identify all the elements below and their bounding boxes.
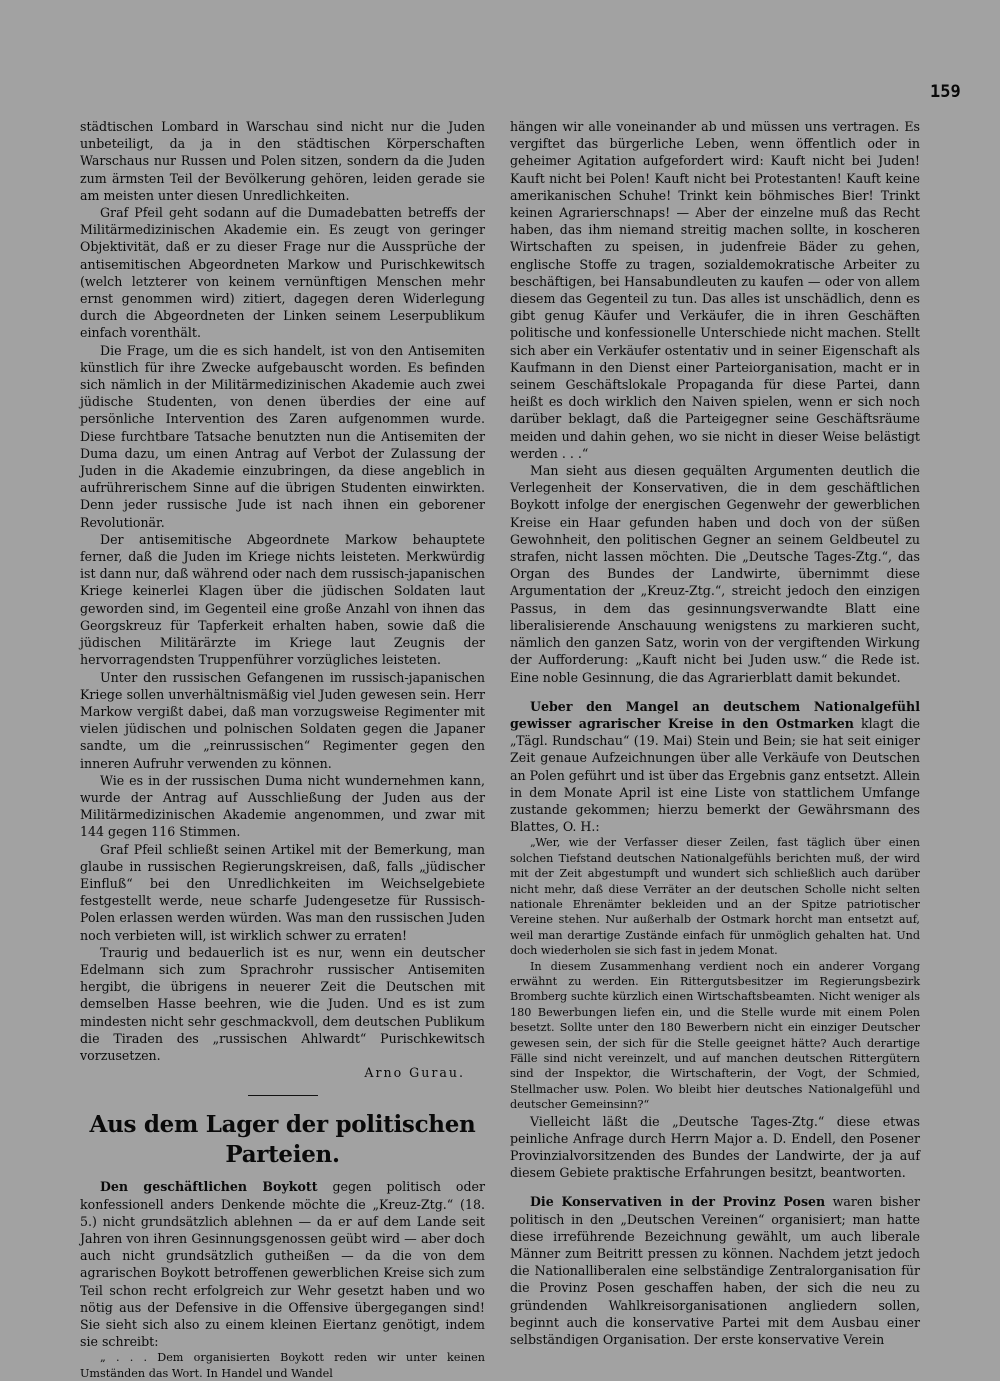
paragraph: Die Frage, um die es sich handelt, ist von den Antisemiten künstlich für ihre Zwecke aufgebauscht worden. Es befinden sich nämlich in der Militärmedizinischen Akademie auch zwei jüdische Studenten, von denen überdies der eine auf persönliche Intervention des Zaren aufgenommen wurde. Diese furchtbare Tatsache benutzten nun die Antisemiten der Duma dazu, um einen Antrag auf Verbot der Zulassung der Juden in die Akademie einzubringen, da diese angeblich in aufrührerischem Sinne auf die übrigen Studenten einwirkten. Denn jeder russische Jude ist nach ihnen ein geborener Revolutionär. [80,342,485,530]
paragraph: hängen wir alle voneinander ab und müssen uns vertragen. Es vergiftet das bürgerliche Leben, wenn öffentlich oder in geheimer Agitation aufgefordert wird: Kauft nicht bei Juden! Kauft nicht bei Polen! Kauft nicht bei Protestanten! Kauft keine amerikanischen Schuhe! Trinkt kein böhmisches Bier! Trinkt keinen Agrarierschnaps! — Aber der einzelne muß das Recht haben, das ihm niemand streitig machen sollte, in koscheren Wirtschaften zu speisen, in judenfreie Bäder zu gehen, englische Stoffe zu tragen, sozialdemokratische Arbeiter zu beschäftigen, bei Hansabundleuten zu kaufen — oder von allem diesem das Gegenteil zu tun. Das alles ist unschädlich, denn es gibt genug Käufer und Verkäufer, die in ihren Geschäften politische und konfessionelle Unterschiede nicht machen. Stellt sich aber ein Verkäufer ostentativ und in seiner Eigenschaft als Kaufmann in den Dienst einer Parteiorganisation, macht er in seinem Geschäftslokale Propaganda für diese Partei, dann heißt es doch wirklich den Naiven spielen, wenn er sich noch darüber beklagt, daß die Parteigegner seine Geschäftsräume meiden und dahin gehen, wo sie nicht in dieser Weise belästigt werden . . .“ [510,119,920,461]
right-column [510,118,920,1348]
paragraph [510,698,920,836]
paragraph: Man sieht aus diesen gequälten Argumenten deutlich die Verlegenheit der Konservativen, die in dem geschäftlichen Boykott infolge der energischen Gegenwehr der gewerblichen Kreise ein Haar gefunden haben und doch von der süßen Gewohnheit, den politischen Gegner an seinem Geldbeutel zu strafen, nicht lassen möchten. Die „Deutsche Tages-Ztg.“, das Organ des Bundes der Landwirte, übernimmt diese Argumentation der „Kreuz-Ztg.“, streicht jedoch den einzigen Passus, in dem das gesinnungsverwandte Blatt eine liberalisierende Anschauung wenigstens zu markieren sucht, nämlich den ganzen Satz, worin von der vergiftenden Wirkung der Aufforderung: „Kauft nicht bei Juden usw.“ die Rede ist. Eine noble Gesinnung, die das Agrarierblatt damit bekundet. [510,463,920,685]
paragraph-lead: Die Konservativen in der Provinz Posen [530,1194,826,1210]
paragraph: Traurig und bedauerlich ist es nur, wenn ein deutscher Edelmann sich zum Sprachrohr russischer Antisemiten hergibt, die übrigens in neuerer Zeit die Deutschen mit demselben Hasse beehren, wie die Juden. Und es ist zum mindesten nicht sehr geschmackvoll, dem deutschen Publikum die Tiraden des „russischen Ahlwardt“ Purischkewitsch vorzusetzen. [80,944,485,1063]
quote: „ . . . Dem organisierten Boykott reden wir unter keinen Umständen das Wort. In Handel und Wandel [80,1351,485,1380]
paragraph [510,1193,920,1348]
paragraph: Wie es in der russischen Duma nicht wundernehmen kann, wurde der Antrag auf Ausschließung der Juden aus der Militärmedizinischen Akademie angenommen, und zwar mit 144 gegen 116 Stimmen. [80,772,485,840]
paragraph-body: waren bisher politisch in den „Deutschen Vereinen“ organisiert; man hatte diese irreführende Bezeichnung gewählt, um auch liberale Männer zum Beitritt pressen zu können. Nachdem jetzt jedoch die Nationalliberalen eine selbständige Zentralorganisation für die Provinz Posen geschaffen haben, der sich die neu zu gründenden Wahlkreisorganisationen angliedern sollen, beginnt auch die konservative Partei mit dem Ausbau einer selbständigen Organisation. Der erste konservative Verein [510,1194,920,1348]
section-heading: Aus dem Lager der politischen Parteien. [89,1111,476,1169]
paragraph-body: klagt die „Tägl. Rundschau“ (19. Mai) Stein und Bein; sie hat seit einiger Zeit genaue Aufzeichnungen über alle Verkäufe von Deutschen an Polen geführt und ist über das Ergebnis ganz entsetzt. Allein in dem Monate April ist eine Liste von stattlichem Umfange zustande gekommen; hierzu bemerkt der Gewährsmann des Blattes, O. H.: [510,715,920,835]
quote: In diesem Zusammenhang verdient noch ein anderer Vorgang erwähnt zu werden. Ein Rittergutsbesitzer im Regierungsbezirk Bromberg suchte kürzlich einen Wirtschaftsbeamten. Nicht weniger als 180 Bewerbungen liefen ein, und die Stelle wurde mit einem Polen besetzt. Sollte unter den 180 Bewerbern nicht ein einziger Deutscher gewesen sein, der sich für die Stelle geeignet hätte? Auch derartige Fälle sind nicht vereinzelt, und auf manchen deutschen Rittergütern sind der Inspektor, die Wirtschafterin, der Vogt, der Schmied, Stellmacher usw. Polen. Wo bleibt hier deutsches Nationalgefühl und deutscher Gemeinsinn?“ [510,959,920,1112]
paragraph: Unter den russischen Gefangenen im russisch-japanischen Kriege sollen unverhältnismäßig viel Juden gewesen sein. Herr Markow vergißt dabei, daß man vorzugsweise Regimenter mit vielen jüdischen und polnischen Soldaten gegen die Japaner sandte, um die „reinrussischen“ Regimenter gegen den inneren Aufruhr verwenden zu können. [80,669,485,771]
paragraph: Vielleicht läßt die „Deutsche Tages-Ztg.“ diese etwas peinliche Anfrage durch Herrn Major a. D. Endell, den Posener Provinzialvorsitzenden des Bundes der Landwirte, der ja auf diesem Gebiete praktische Erfahrungen besitzt, beantworten. [510,1113,920,1181]
paragraph: Der antisemitische Abgeordnete Markow behauptete ferner, daß die Juden im Kriege nichts leisteten. Merkwürdig ist dann nur, daß während oder nach dem russisch-japanischen Kriege keinerlei Klagen über die jüdischen Soldaten laut geworden sind, im Gegenteil eine große Anzahl von ihnen das Georgskreuz für Tapferkeit erhalten haben, sowie daß die jüdischen Militärärzte im Kriege laut Zeugnis der hervorragendsten Truppenführer vorzügliches leisteten. [80,531,485,668]
paragraph-lead: Ueber den Mangel an deutschem Nationalgefühl gewisser agrarischer Kreise in den Ostmarken [510,698,920,731]
quote: „Wer, wie der Verfasser dieser Zeilen, fast täglich über einen solchen Tiefstand deutschen Nationalgefühls berichten muß, der wird mit der Zeit abgestumpft und wundert sich schließlich auch darüber nicht mehr, daß diese Verräter an der deutschen Scholle nicht selten nationale Ehrenämter bekleiden und an der Spitze patriotischer Vereine stehen. Nur außerhalb der Ostmark horcht man entsetzt auf, weil man derartige Zustände einfach für unmöglich gehalten hat. Und doch wiederholen sie sich fast in jedem Monat. [510,836,920,958]
page-number: 159 [930,82,961,102]
author-signature: Arno Gurau. [364,1065,465,1081]
left-column [80,118,485,1381]
paragraph: städtischen Lombard in Warschau sind nicht nur die Juden unbeteiligt, da ja in den städtischen Körperschaften Warschaus nur Russen und Polen sitzen, sondern da die Juden zum ärmsten Teil der Bevölkerung gehören, leiden gerade sie am meisten unter diesen Unredlichkeiten. [80,119,485,203]
paragraph: Graf Pfeil schließt seinen Artikel mit der Bemerkung, man glaube in russischen Regierungskreisen, daß, falls „jüdischer Einfluß“ bei den Unredlichkeiten im Weichselgebiete festgestellt werde, neue scharfe Judengesetze für Russisch-Polen erlassen werden würden. Was man den russischen Juden noch verbieten will, ist wirklich schwer zu erraten! [80,841,485,943]
paragraph: Graf Pfeil geht sodann auf die Dumadebatten betreffs der Militärmedizinischen Akademie ein. Es zeugt von geringer Objektivität, daß er zu dieser Frage nur die Aussprüche der antisemitischen Abgeordneten Markow und Purischkewitsch (welch letzterer von keinem vernünftigen Menschen mehr ernst genommen wird) zitiert, dagegen deren Widerlegung durch die Abgeordneten der Linken seinem Leserpublikum einfach vorenthält. [80,205,485,341]
paragraph-lead: Den geschäftlichen Boykott [100,1179,318,1195]
paragraph [80,1178,485,1350]
section-divider [248,1095,318,1096]
paragraph-body: gegen politisch oder konfessionell anders Denkende möchte die „Kreuz-Ztg.“ (18. 5.) nicht grundsätzlich ablehnen — da er auf dem Lande seit Jahren von ihren Gesinnungsgenossen geübt wird — aber doch auch nicht grundsätzlich gutheißen — da die von dem agrarischen Boykott betroffenen gewerblichen Kreise sich zum Teil schon recht erfolgreich zur Wehr gesetzt haben und wo nötig aus der Defensive in die Offensive übergegangen sind! Sie sieht sich also zu einem kleinen Eiertanz genötigt, indem sie schreibt: [80,1179,485,1350]
